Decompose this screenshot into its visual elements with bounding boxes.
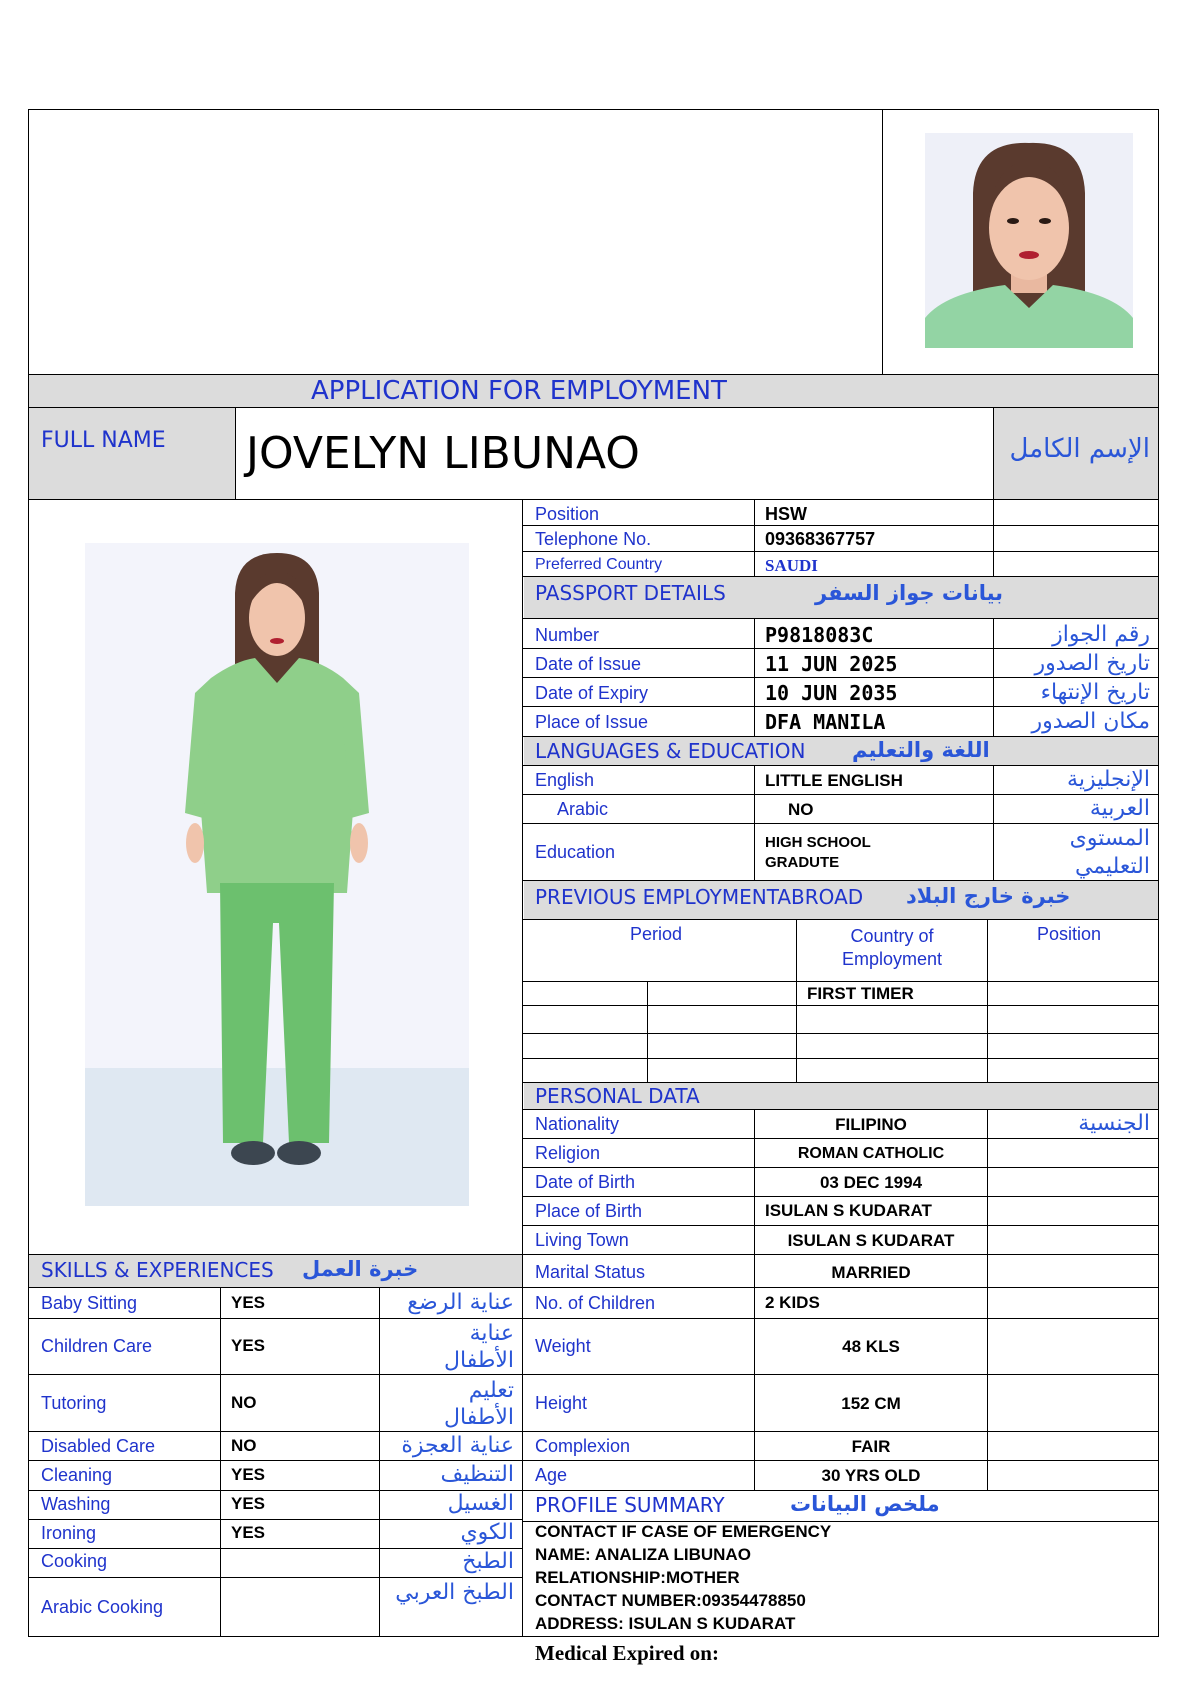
arabic-label: Arabic: [557, 799, 609, 819]
religion-label: Religion: [535, 1143, 601, 1163]
applicant-portrait-photo: [925, 133, 1133, 348]
preferred-country-value: SAUDI: [765, 556, 818, 575]
skill-cleaning-value: YES: [231, 1465, 266, 1484]
skill-children-care-value: YES: [231, 1336, 266, 1355]
place-of-issue-label: Place of Issue: [535, 712, 649, 732]
arabic-value: NO: [788, 800, 814, 819]
previous-employment-title-ar: خبرة خارج البلاد: [906, 884, 1071, 908]
full-name-label-ar: الإسم الكامل: [1009, 434, 1150, 464]
children-label: No. of Children: [535, 1293, 656, 1313]
weight-label: Weight: [535, 1336, 591, 1356]
place-of-issue-label-ar: مكان الصدور: [1031, 709, 1150, 734]
place-of-issue-value: DFA MANILA: [765, 710, 886, 734]
skill-ironing-value: YES: [231, 1523, 266, 1542]
previous-employment-title: PREVIOUS EMPLOYMENTABROAD: [535, 885, 864, 909]
form-title: APPLICATION FOR EMPLOYMENT: [311, 376, 727, 406]
skill-arabic-cooking-label: Arabic Cooking: [41, 1597, 164, 1617]
emergency-number-line: CONTACT NUMBER:09354478850: [535, 1591, 806, 1610]
skill-tutoring-ar: تعليم الأطفال: [444, 1378, 514, 1430]
position-label: Position: [535, 504, 600, 524]
arabic-label-ar: العربية: [1089, 796, 1150, 821]
emergency-name-line: NAME: ANALIZA LIBUNAO: [535, 1545, 751, 1564]
languages-section-title: LANGUAGES & EDUCATION: [535, 739, 806, 763]
profile-summary-title-ar: ملخص البيانات: [790, 1492, 940, 1516]
education-label: Education: [535, 842, 616, 862]
passport-number-label-ar: رقم الجواز: [1052, 622, 1150, 647]
date-of-issue-label: Date of Issue: [535, 654, 642, 674]
telephone-label: Telephone No.: [535, 529, 652, 549]
skill-arabic-cooking-ar: الطبخ العربي: [395, 1580, 514, 1605]
skill-tutoring-value: NO: [231, 1393, 257, 1412]
languages-section-title-ar: اللغة والتعليم: [852, 738, 990, 762]
skill-baby-sitting-ar: عناية الرضع: [407, 1290, 514, 1315]
telephone-value: 09368367757: [765, 529, 876, 549]
date-of-expiry-value: 10 JUN 2035: [765, 681, 898, 705]
passport-number-label: Number: [535, 625, 600, 645]
skill-disabled-care-value: NO: [231, 1436, 257, 1455]
emergency-contact-line: CONTACT IF CASE OF EMERGENCY: [535, 1522, 832, 1541]
passport-section-title-ar: بيانات جواز السفر: [815, 581, 1004, 605]
education-value: HIGH SCHOOL GRADUTE: [765, 834, 871, 871]
skill-children-care-ar: عناية الأطفال: [444, 1321, 514, 1373]
place-of-birth-label: Place of Birth: [535, 1201, 643, 1221]
date-of-birth-label: Date of Birth: [535, 1172, 636, 1192]
date-of-issue-value: 11 JUN 2025: [765, 652, 898, 676]
full-name-value: JOVELYN LIBUNAO: [246, 428, 640, 479]
emergency-relationship-line: RELATIONSHIP:MOTHER: [535, 1568, 740, 1587]
skills-section-title-ar: خبرة العمل: [302, 1257, 419, 1281]
english-label: English: [535, 770, 595, 790]
skill-washing-label: Washing: [41, 1494, 111, 1514]
medical-expired-label: Medical Expired on:: [535, 1641, 719, 1665]
age-label: Age: [535, 1465, 568, 1485]
skill-washing-ar: الغسيل: [447, 1491, 514, 1516]
profile-summary-title: PROFILE SUMMARY: [535, 1493, 725, 1517]
passport-section-title: PASSPORT DETAILS: [535, 581, 726, 605]
position-value: HSW: [765, 504, 807, 524]
date-of-birth-value: 03 DEC 1994: [819, 1173, 923, 1192]
height-label: Height: [535, 1393, 588, 1413]
nationality-value: FILIPINO: [835, 1115, 907, 1134]
emergency-address-line: ADDRESS: ISULAN S KUDARAT: [535, 1614, 796, 1633]
period-header: Period: [630, 924, 683, 944]
place-of-birth-value: ISULAN S KUDARAT: [765, 1201, 932, 1220]
date-of-issue-label-ar: تاريخ الصدور: [1034, 651, 1150, 676]
marital-status-label: Marital Status: [535, 1262, 646, 1282]
skills-section-title: SKILLS & EXPERIENCES: [41, 1258, 274, 1282]
preferred-country-label: Preferred Country: [535, 556, 663, 573]
skill-baby-sitting-label: Baby Sitting: [41, 1293, 138, 1313]
living-town-value: ISULAN S KUDARAT: [787, 1231, 955, 1250]
religion-value: ROMAN CATHOLIC: [797, 1145, 945, 1162]
skill-cooking-label: Cooking: [41, 1551, 108, 1571]
skill-tutoring-label: Tutoring: [41, 1393, 107, 1413]
education-label-ar: المستوى التعليمي: [1069, 826, 1150, 879]
position-header: Position: [1037, 924, 1102, 944]
english-value: LITTLE ENGLISH: [765, 771, 903, 790]
children-value: 2 KIDS: [765, 1293, 820, 1312]
skill-children-care-label: Children Care: [41, 1336, 153, 1356]
skill-ironing-ar: الكوي: [460, 1520, 514, 1545]
skill-disabled-care-label: Disabled Care: [41, 1436, 156, 1456]
skill-washing-value: YES: [231, 1494, 266, 1513]
skill-cooking-ar: الطبخ: [462, 1549, 514, 1574]
full-name-label: FULL NAME: [41, 428, 166, 453]
nationality-label: Nationality: [535, 1114, 620, 1134]
nationality-label-ar: الجنسية: [1078, 1111, 1150, 1136]
height-value: 152 CM: [841, 1394, 901, 1413]
date-of-expiry-label-ar: تاريخ الإنتهاء: [1040, 680, 1150, 705]
skill-cleaning-label: Cleaning: [41, 1465, 113, 1485]
skill-cleaning-ar: التنظيف: [440, 1462, 514, 1487]
personal-data-title: PERSONAL DATA: [535, 1084, 700, 1108]
english-label-ar: الإنجليزية: [1067, 767, 1150, 792]
skill-disabled-care-ar: عناية العجزة: [401, 1433, 514, 1458]
marital-status-value: MARRIED: [831, 1263, 911, 1282]
date-of-expiry-label: Date of Expiry: [535, 683, 649, 703]
skill-ironing-label: Ironing: [41, 1523, 97, 1543]
skill-baby-sitting-value: YES: [231, 1293, 266, 1312]
passport-number-value: P9818083C: [765, 623, 874, 647]
country-of-employment-header: Country of Employment: [841, 926, 943, 969]
age-value: 30 YRS OLD: [821, 1466, 921, 1485]
applicant-full-body-photo: [85, 543, 469, 1206]
first-timer-value: FIRST TIMER: [807, 984, 914, 1003]
complexion-value: FAIR: [851, 1437, 891, 1456]
living-town-label: Living Town: [535, 1230, 629, 1250]
complexion-label: Complexion: [535, 1436, 631, 1456]
weight-value: 48 KLS: [842, 1337, 900, 1356]
